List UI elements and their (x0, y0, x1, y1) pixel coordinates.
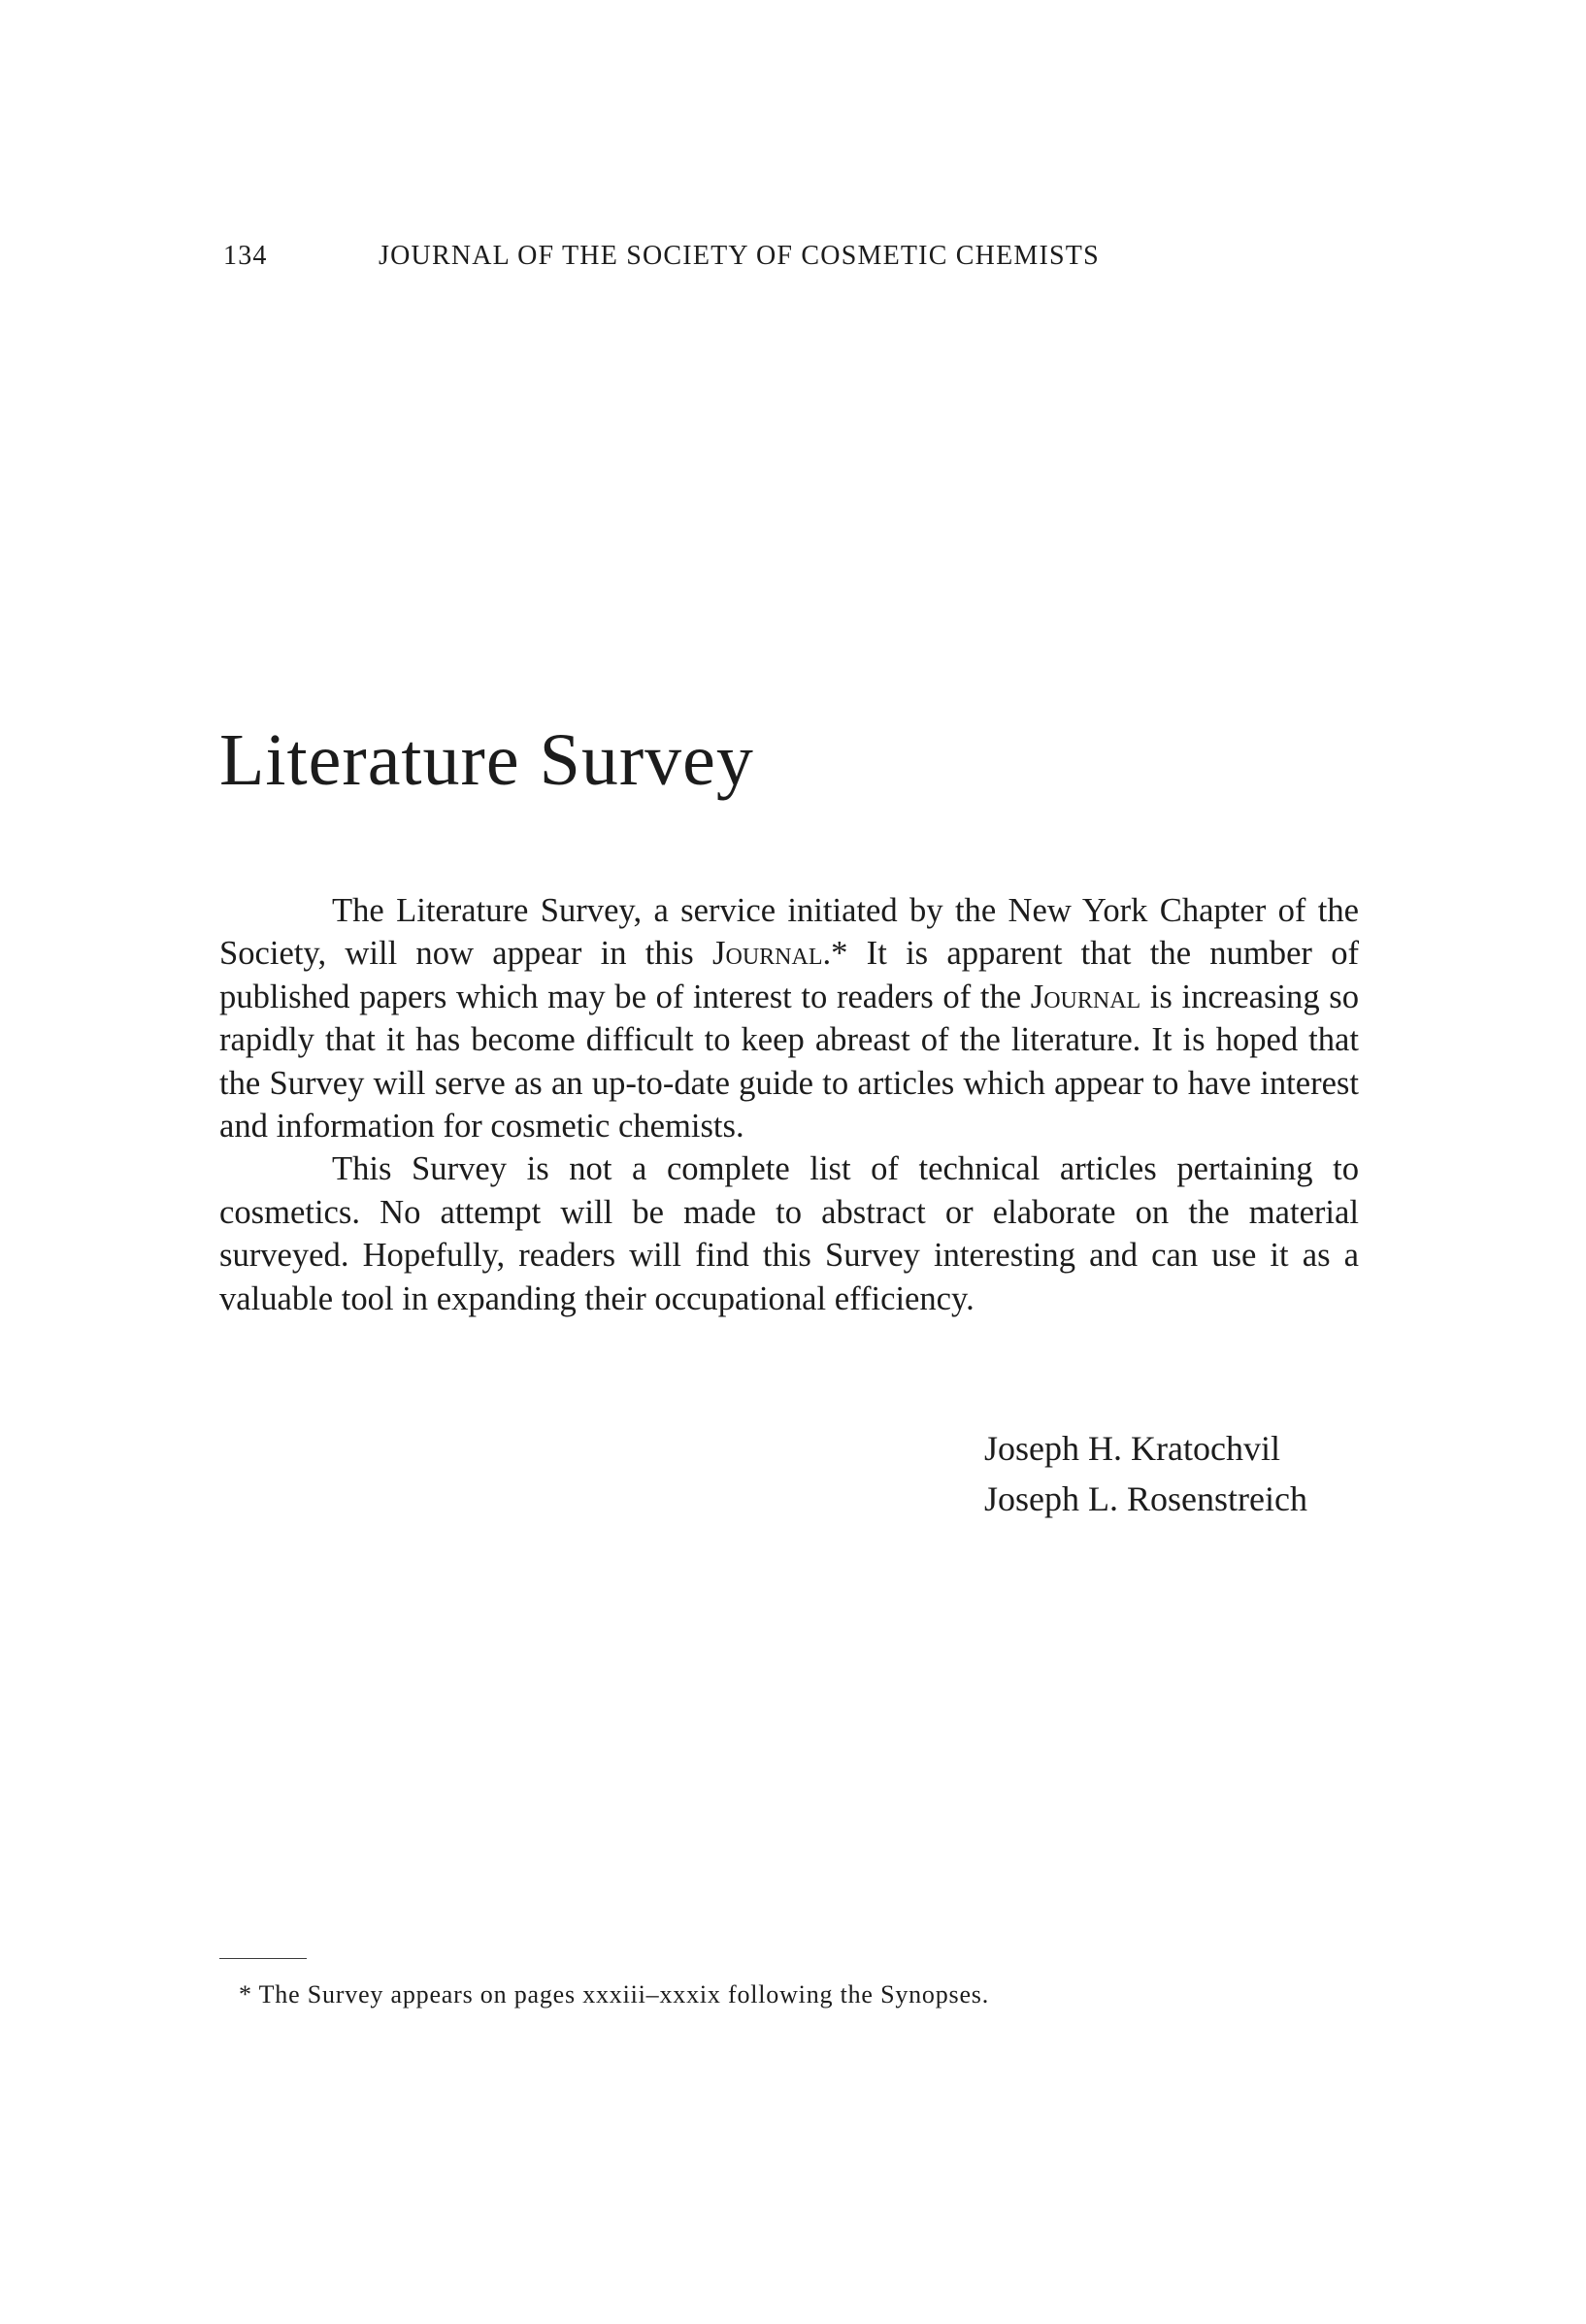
journal-word: Journal (1030, 978, 1141, 1015)
scope-paragraph: This Survey is not a complete list of technical articles pertaining to cosmetics. No attempt will be made to abstract or elaborate on the material surveyed. Hopefully, readers will find this Survey interesting and can use it as a valuable tool in expanding their occupational efficiency. (219, 1150, 1359, 1317)
intro-text-part3: is increasing so rapidly that it has become difficult to keep abreast of the literature. It is hoped that the Survey will serve as an up-to-date guide to articles which appear to have interest and information for cosmetic chemists. (219, 978, 1360, 1145)
footnote-rule (219, 1958, 307, 1959)
signature-author-1: Joseph H. Kratochvil (984, 1429, 1280, 1468)
signatures (984, 1423, 1307, 1524)
article-body (219, 889, 1359, 1320)
footnote: * The Survey appears on pages xxxiii–xxxix following the Synopses. (239, 1980, 990, 2009)
journal-word: Journal (712, 935, 823, 973)
intro-text-part2: .* It is apparent that the number of published papers which may be of interest to readers of the (219, 935, 1359, 1015)
signature-author-2: Joseph L. Rosenstreich (984, 1479, 1307, 1518)
running-head (223, 241, 1213, 272)
intro-text-part1: The Literature Survey, a service initiated by the New York Chapter of the Society, will now appear in this (219, 892, 1359, 973)
intro-paragraph (219, 889, 1359, 1147)
page-number: 134 (223, 241, 268, 271)
journal-title: JOURNAL OF THE SOCIETY OF COSMETIC CHEMISTS (379, 241, 1100, 271)
article-title: Literature Survey (219, 719, 754, 801)
